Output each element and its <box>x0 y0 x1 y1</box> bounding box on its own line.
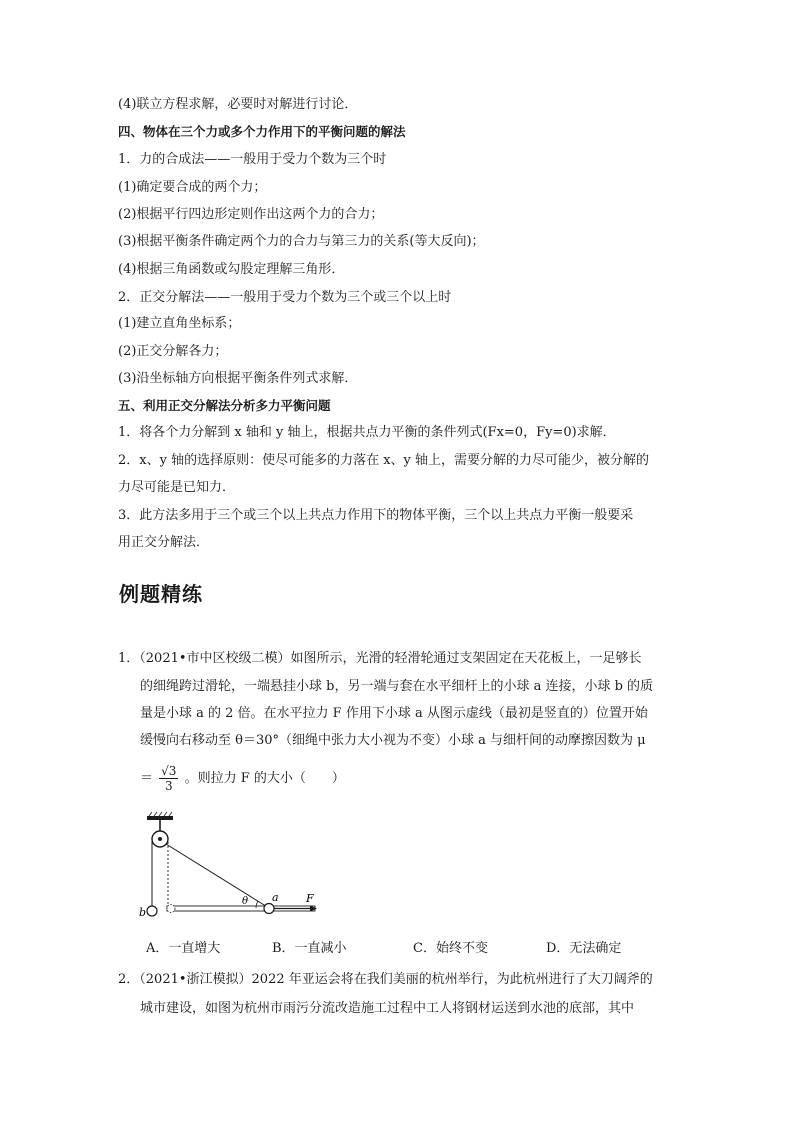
label-a: a <box>272 891 279 904</box>
mu-fraction <box>159 764 178 793</box>
q1-equals: ＝ <box>140 771 154 786</box>
method-2-step-1: (1)建立直角坐标系； <box>118 316 241 331</box>
step-4-text: (4)联立方程求解，必要时对解进行讨论． <box>118 97 358 112</box>
label-theta: θ <box>242 896 249 907</box>
label-F: F <box>306 892 314 905</box>
q1-line-5 <box>140 764 345 793</box>
rope-to-a <box>166 844 269 908</box>
pulley-axle <box>158 837 162 841</box>
q1-line-2: 的细绳跨过滑轮，一端悬挂小球 b，另一端与套在水平细杆上的小球 a 连接，小球 b 的质 <box>140 679 654 694</box>
option-a[interactable]: A．一直增大 <box>146 941 221 956</box>
initial-ball-dashed <box>167 905 175 913</box>
ceiling-hatch <box>149 812 172 816</box>
method-1-step-2: (2)根据平行四边形定则作出这两个力的合力； <box>118 207 384 222</box>
option-c[interactable]: C．始终不变 <box>413 941 488 956</box>
section-five-point-2-cont: 力尽可能是已知力． <box>118 480 236 495</box>
q2-line-2: 城市建设，如图为杭州市雨污分流改造施工过程中工人将钢材运送到水池的底部，其中 <box>140 1001 635 1016</box>
method-1-step-4: (4)根据三角函数或勾股定理解三角形． <box>118 262 345 277</box>
q1-line-4: 缓慢向右移动至 θ＝30°（细绳中张力大小视为不变）小球 a 与细杆间的动摩擦因数为 μ <box>140 733 646 748</box>
section-five-point-2: 2．x、y 轴的选择原则：使尽可能多的力落在 x、y 轴上，需要分解的力尽可能少，被分解的 <box>118 453 650 468</box>
section-five-heading: 五、利用正交分解法分析多力平衡问题 <box>118 398 331 413</box>
method-1-title: 1．力的合成法——一般用于受力个数为三个时 <box>118 152 387 167</box>
ceiling <box>147 816 173 820</box>
section-four-heading: 四、物体在三个力或多个力作用下的平衡问题的解法 <box>118 124 406 139</box>
method-2-title: 2．正交分解法——一般用于受力个数为三个或三个以上时 <box>118 290 452 305</box>
section-five-point-1: 1．将各个力分解到 x 轴和 y 轴上，根据共点力平衡的条件列式(Fx=0，Fy=0)求解． <box>118 425 616 440</box>
section-five-point-3-cont: 用正交分解法． <box>118 535 210 550</box>
ball-a <box>264 904 274 914</box>
mu-fraction-numerator: √3 <box>161 764 177 778</box>
examples-heading: 例题精练 <box>119 582 203 606</box>
q1-line-5-tail: 。则拉力 F 的大小（ ） <box>184 771 345 786</box>
q1-line-3: 量是小球 a 的 2 倍。在水平拉力 F 作用下小球 a 从图示虚线（最初是竖直的）位置开始 <box>140 706 648 721</box>
method-2-step-3: (3)沿坐标轴方向根据平衡条件列式求解． <box>118 371 358 386</box>
option-b[interactable]: B．一直减小 <box>272 941 347 956</box>
section-five-point-3: 3．此方法多用于三个或三个以上共点力作用下的物体平衡，三个以上共点力平衡一般要采 <box>118 508 634 523</box>
q2-line-1: 2．（2021•浙江模拟）2022 年亚运会将在我们美丽的杭州举行，为此杭州进行了大刀阔斧的 <box>118 972 653 987</box>
label-b: b <box>139 906 147 919</box>
pulley-diagram <box>135 810 325 925</box>
ball-b <box>147 906 157 916</box>
method-2-step-2: (2)正交分解各力； <box>118 344 228 359</box>
option-d[interactable]: D．无法确定 <box>546 941 622 956</box>
method-1-step-1: (1)确定要合成的两个力； <box>118 180 267 195</box>
q1-line-1: 1．（2021•市中区校级二模）如图所示，光滑的轻滑轮通过支架固定在天花板上，一足够长 <box>118 651 642 666</box>
mu-fraction-denominator: 3 <box>164 779 173 793</box>
method-1-step-3: (3)根据平衡条件确定两个力的合力与第三力的关系(等大反向)； <box>118 234 485 249</box>
